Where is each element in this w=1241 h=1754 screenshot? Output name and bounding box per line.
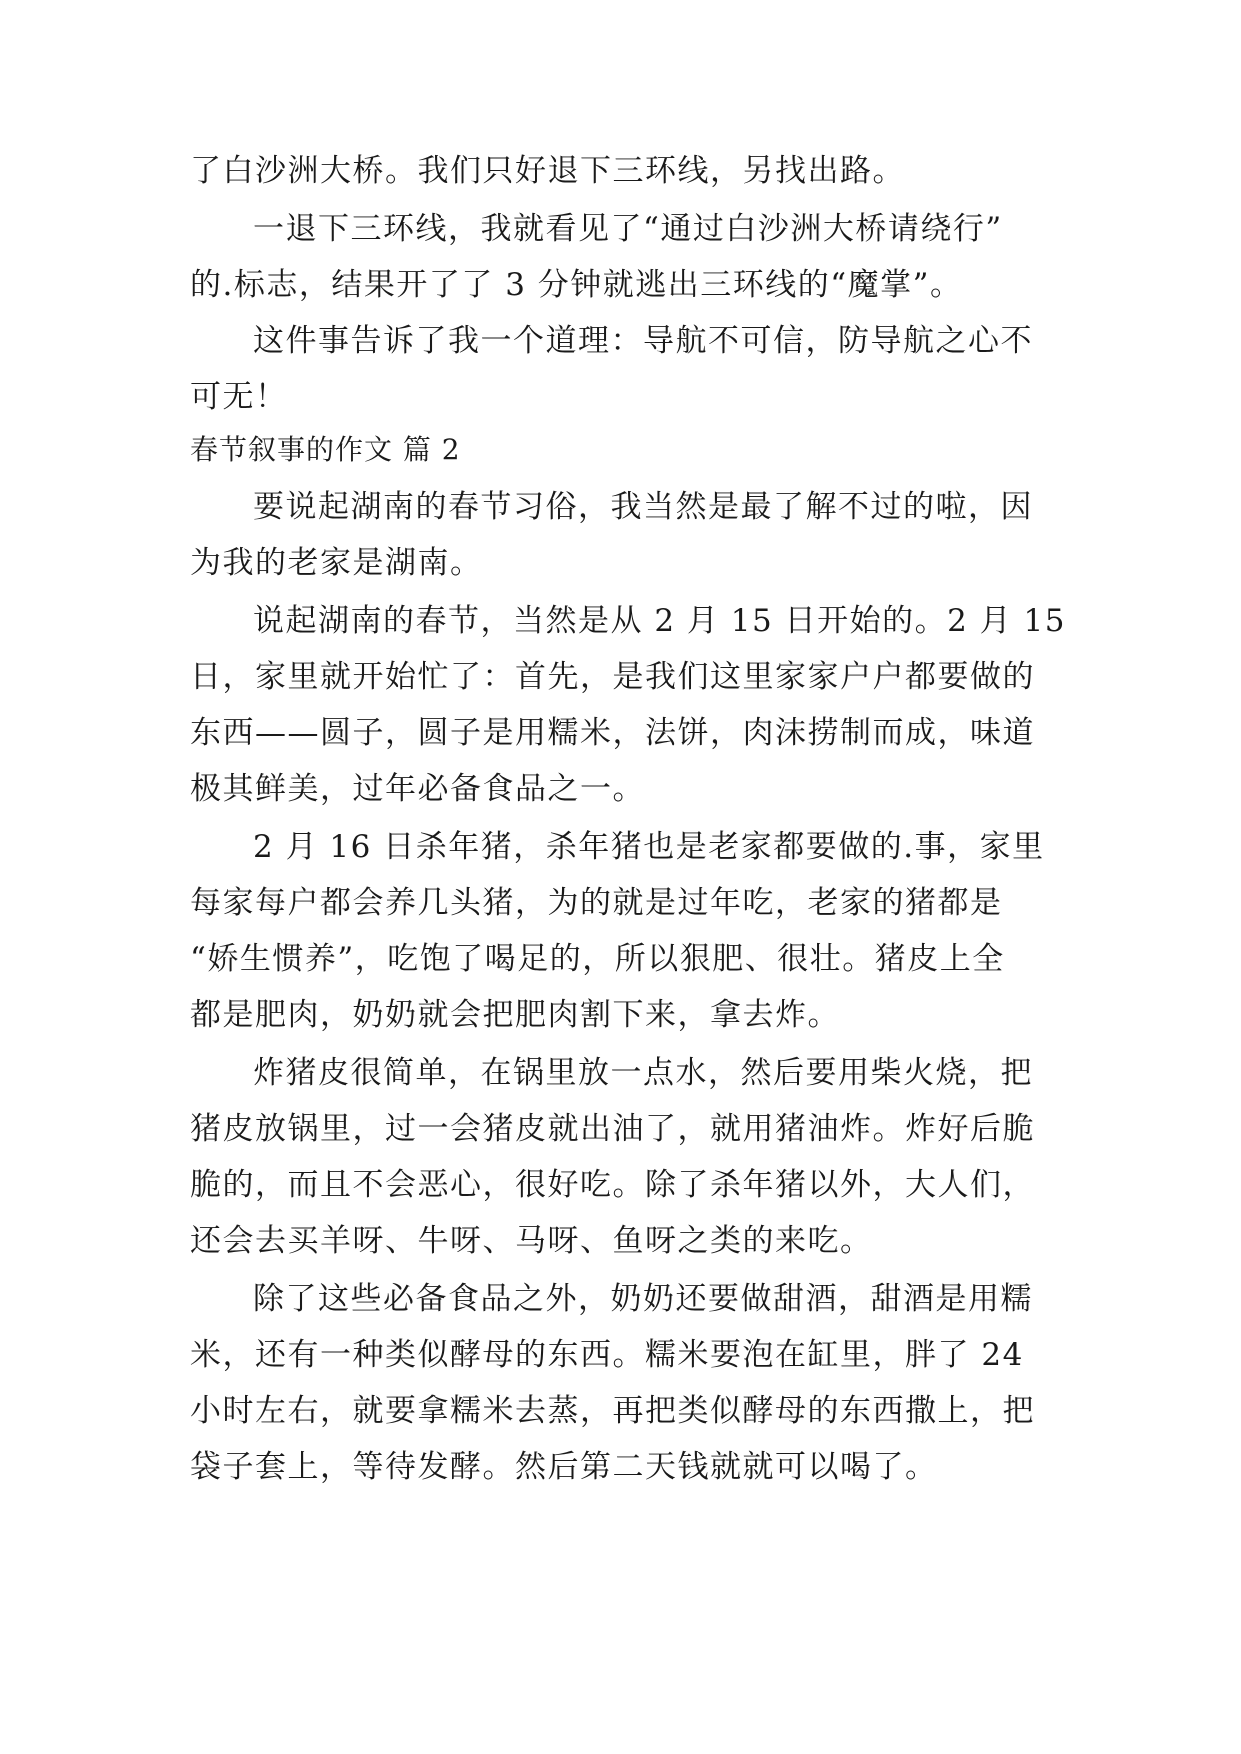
section-heading: 春节叙事的作文 篇 2 — [190, 433, 461, 466]
paragraph-line: 炸猪皮很简单，在锅里放一点水，然后要用柴火烧，把 — [253, 1055, 1033, 1091]
paragraph-line: 了白沙洲大桥。我们只好退下三环线，另找出路。 — [190, 153, 905, 189]
paragraph-line: 东西——圆子，圆子是用糯米，法饼，肉沫捞制而成，味道 — [190, 715, 1035, 751]
paragraph-line: 都是肥肉，奶奶就会把肥肉割下来，拿去炸。 — [190, 997, 840, 1033]
paragraph-line: 这件事告诉了我一个道理：导航不可信，防导航之心不 — [253, 323, 1033, 359]
paragraph-line: 为我的老家是湖南。 — [190, 545, 483, 581]
paragraph-line: 除了这些必备食品之外，奶奶还要做甜酒，甜酒是用糯 — [253, 1281, 1033, 1317]
paragraph-line: “娇生惯养”，吃饱了喝足的，所以狠肥、很壮。猪皮上全 — [190, 941, 1005, 977]
paragraph-line: 可无！ — [190, 379, 288, 415]
paragraph-line: 的.标志，结果开了了 3 分钟就逃出三环线的“魔掌”。 — [190, 267, 963, 303]
paragraph-line: 小时左右，就要拿糯米去蒸，再把类似酵母的东西撒上，把 — [190, 1393, 1035, 1429]
paragraph-line: 脆的，而且不会恶心，很好吃。除了杀年猪以外，大人们， — [190, 1167, 1035, 1203]
paragraph-line: 2 月 16 日杀年猪，杀年猪也是老家都要做的.事，家里 — [253, 829, 1045, 865]
paragraph-line: 还会去买羊呀、牛呀、马呀、鱼呀之类的来吃。 — [190, 1223, 873, 1259]
paragraph-line: 极其鲜美，过年必备食品之一。 — [190, 771, 645, 807]
paragraph-line: 猪皮放锅里，过一会猪皮就出油了，就用猪油炸。炸好后脆 — [190, 1111, 1035, 1147]
paragraph-line: 日，家里就开始忙了：首先，是我们这里家家户户都要做的 — [190, 659, 1035, 695]
paragraph-line: 每家每户都会养几头猪，为的就是过年吃，老家的猪都是 — [190, 885, 1003, 921]
paragraph-line: 要说起湖南的春节习俗，我当然是最了解不过的啦，因 — [253, 489, 1033, 525]
paragraph-line: 袋子套上，等待发酵。然后第二天钱就就可以喝了。 — [190, 1449, 938, 1485]
paragraph-line: 一退下三环线，我就看见了“通过白沙洲大桥请绕行” — [253, 211, 1003, 247]
paragraph-line: 米，还有一种类似酵母的东西。糯米要泡在缸里，胖了 24 — [190, 1337, 1024, 1373]
paragraph-line: 说起湖南的春节，当然是从 2 月 15 日开始的。2 月 15 — [253, 603, 1066, 639]
